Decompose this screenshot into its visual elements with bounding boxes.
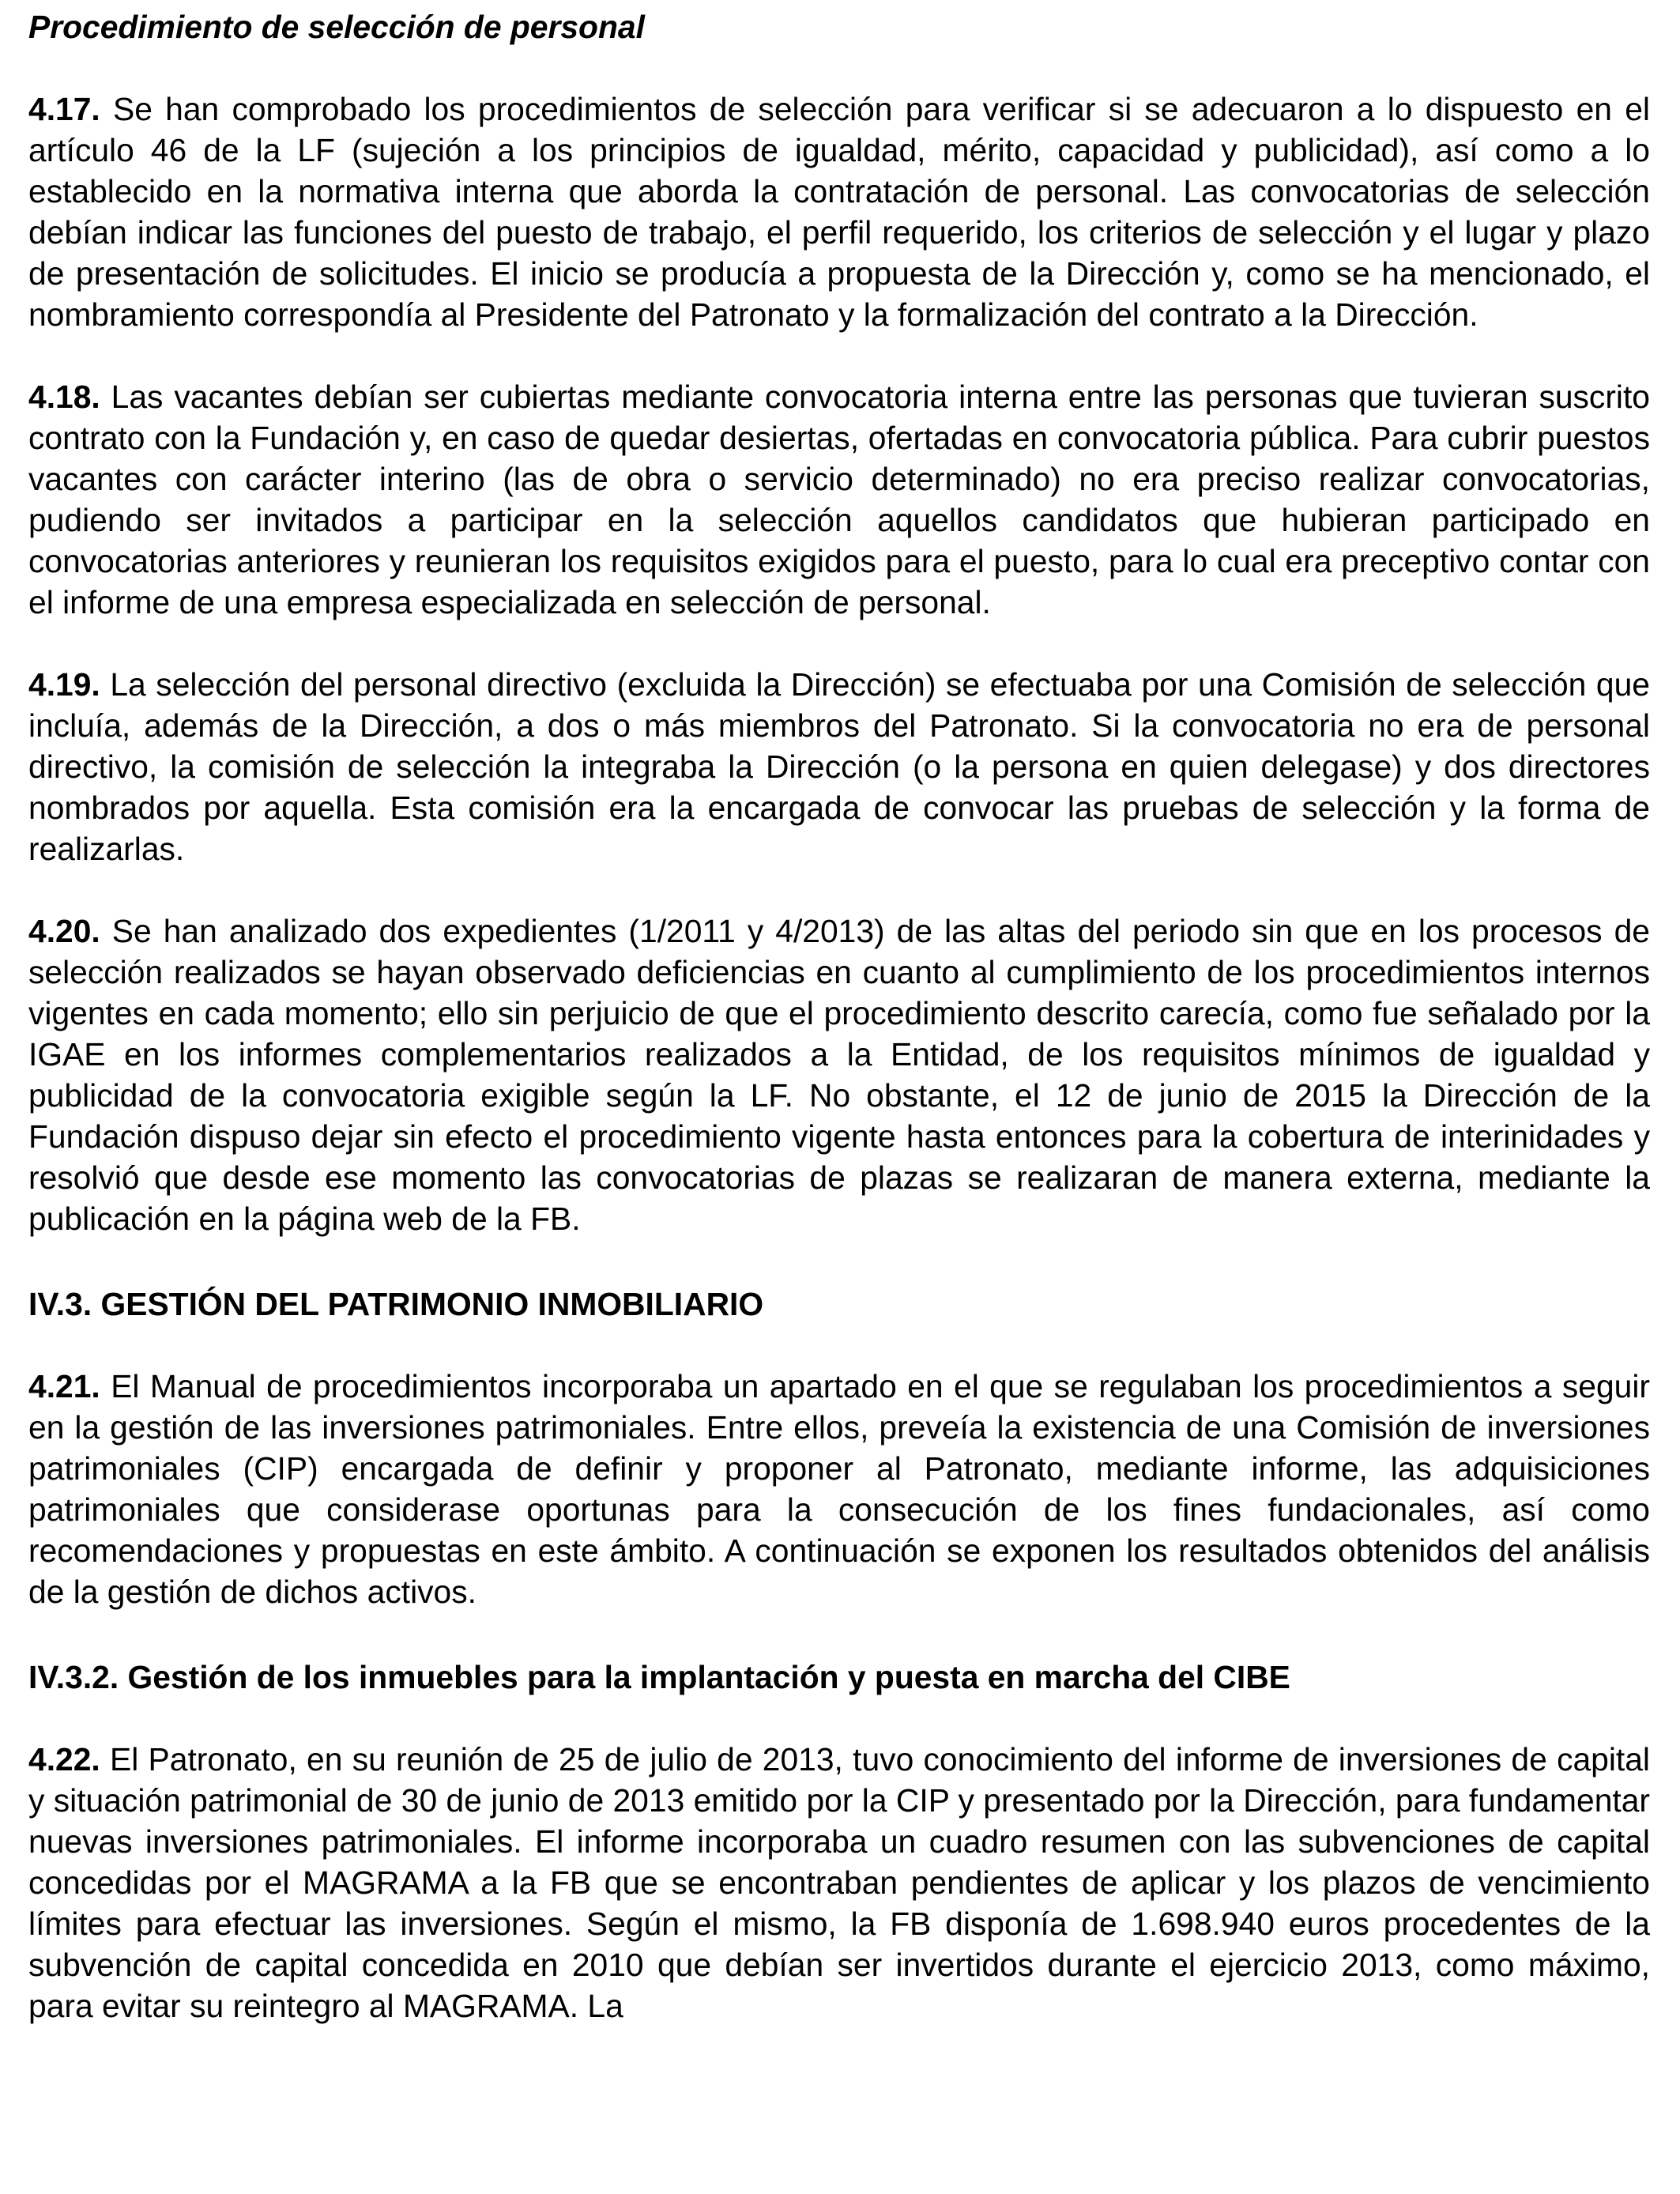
paragraph-text: Se han comprobado los procedimientos de selección para verificar si se adecuaron a lo dispuesto en el artículo 46 de la LF (sujeción a los principios de igualdad, mérito, capacidad y publicidad), así como a lo establecido en la normativa interna que aborda la contratación de personal. Las convocatorias de selección debían indicar las funciones del puesto de trabajo, el perfil requerido, los criterios de selección y el lugar y plazo de presentación de solicitudes. El inicio se producía a propuesta de la Dirección y, como se ha mencionado, el nombramiento correspondía al Presidente del Patronato y la formalización del contrato a la Dirección.: [28, 91, 1650, 333]
paragraph-number: 4.21.: [28, 1368, 100, 1404]
paragraph-4-18: [28, 376, 1650, 623]
paragraph-4-21: [28, 1366, 1650, 1612]
paragraph-number: 4.19.: [28, 666, 100, 703]
paragraph-4-20: [28, 910, 1650, 1239]
paragraph-text: La selección del personal directivo (excluida la Dirección) se efectuaba por una Comisión de selección que incluía, además de la Dirección, a dos o más miembros del Patronato. Si la convocatoria no era de personal directivo, la comisión de selección la integraba la Dirección (o la persona en quien delegase) y dos directores nombrados por aquella. Esta comisión era la encargada de convocar las pruebas de selección y la forma de realizarlas.: [28, 666, 1650, 867]
paragraph-4-22: [28, 1739, 1650, 2026]
paragraph-text: Las vacantes debían ser cubiertas mediante convocatoria interna entre las personas que tuvieran suscrito contrato con la Fundación y, en caso de quedar desiertas, ofertadas en convocatoria pública. Para cubrir puestos vacantes con carácter interino (las de obra o servicio determinado) no era preciso realizar convocatorias, pudiendo ser invitados a participar en la selección aquellos candidatos que hubieran participado en convocatorias anteriores y reunieran los requisitos exigidos para el puesto, para lo cual era preceptivo contar con el informe de una empresa especializada en selección de personal.: [28, 379, 1650, 620]
paragraph-4-17: [28, 89, 1650, 335]
heading-seleccion-personal: Procedimiento de selección de personal: [28, 9, 645, 45]
paragraph-number: 4.22.: [28, 1741, 100, 1777]
paragraph-number: 4.18.: [28, 379, 100, 415]
paragraph-text: El Manual de procedimientos incorporaba un apartado en el que se regulaban los procedimientos a seguir en la gestión de las inversiones patrimoniales. Entre ellos, preveía la existencia de una Comisión de inversiones patrimoniales (CIP) encargada de definir y proponer al Patronato, mediante informe, las adquisiciones patrimoniales que considerase oportunas para la consecución de los fines fundacionales, así como recomendaciones y propuestas en este ámbito. A continuación se exponen los resultados obtenidos del análisis de la gestión de dichos activos.: [28, 1368, 1650, 1610]
paragraph-4-19: [28, 664, 1650, 869]
paragraph-number: 4.20.: [28, 913, 100, 949]
paragraph-text: El Patronato, en su reunión de 25 de julio de 2013, tuvo conocimiento del informe de inversiones de capital y situación patrimonial de 30 de junio de 2013 emitido por la CIP y presentado por la Dirección, para fundamentar nuevas inversiones patrimoniales. El informe incorporaba un cuadro resumen con las subvenciones de capital concedidas por el MAGRAMA a la FB que se encontraban pendientes de aplicar y los plazos de vencimiento límites para efectuar las inversiones. Según el mismo, la FB disponía de 1.698.940 euros procedentes de la subvención de capital concedida en 2010 que debían ser invertidos durante el ejercicio 2013, como máximo, para evitar su reintegro al MAGRAMA. La: [28, 1741, 1650, 2024]
section-heading-patrimonio: IV.3. GESTIÓN DEL PATRIMONIO INMOBILIARIO: [28, 1286, 764, 1322]
paragraph-text: Se han analizado dos expedientes (1/2011 y 4/2013) de las altas del periodo sin que en los procesos de selección realizados se hayan observado deficiencias en cuanto al cumplimiento de los procedimientos internos vigentes en cada momento; ello sin perjuicio de que el procedimiento descrito carecía, como fue señalado por la IGAE en los informes complementarios realizados a la Entidad, de los requisitos mínimos de igualdad y publicidad de la convocatoria exigible según la LF. No obstante, el 12 de junio de 2015 la Dirección de la Fundación dispuso dejar sin efecto el procedimiento vigente hasta entonces para la cobertura de interinidades y resolvió que desde ese momento las convocatorias de plazas se realizaran de manera externa, mediante la publicación en la página web de la FB.: [28, 913, 1650, 1237]
paragraph-number: 4.17.: [28, 91, 100, 127]
document-page: [28, 0, 1650, 2026]
section-heading-cibe: IV.3.2. Gestión de los inmuebles para la implantación y puesta en marcha del CIBE: [28, 1659, 1290, 1695]
